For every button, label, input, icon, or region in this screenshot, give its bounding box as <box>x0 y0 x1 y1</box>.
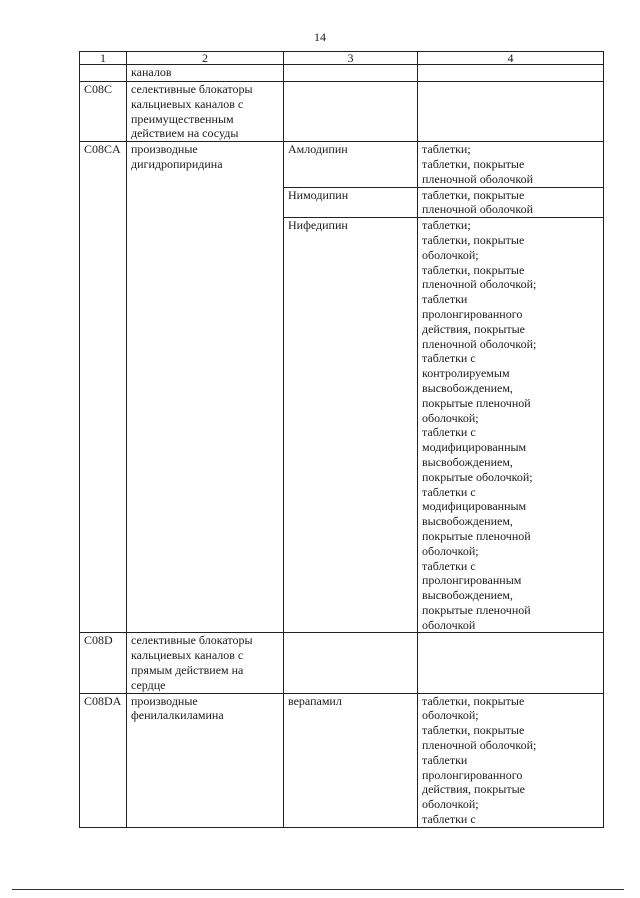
cell-drug: Нимодипин <box>284 187 418 218</box>
cell-name: производные дигидропиридина <box>127 142 284 633</box>
cell-code <box>80 65 127 82</box>
table-row <box>80 693 604 827</box>
cell-code: C08CA <box>80 142 127 633</box>
cell-name: каналов <box>127 65 284 82</box>
table-header <box>80 52 604 65</box>
cell-code: C08DA <box>80 693 127 827</box>
cell-forms: таблетки; таблетки, покрытые оболочкой; таблетки, покрытые пленочной оболочкой; таблетки пролонгированного действия, покрытые пленочной оболочкой; таблетки с контролируемым высвобождением, покрытые пленочной оболочкой; таблетки с модифицированным высвобождением, покрытые оболочкой; таблетки с модифицированным высвобождением, покрытые пленочной оболочкой; таблетки с пролонгированным высвобождением, покрытые пленочной оболочкой <box>418 218 604 633</box>
cell-drug: Нифедипин <box>284 218 418 633</box>
cell-forms: таблетки, покрытые оболочкой; таблетки, покрытые пленочной оболочкой; таблетки пролонгированного действия, покрытые оболочкой; таблетки с <box>418 693 604 827</box>
table-row-continuation <box>80 65 604 82</box>
cell-drug <box>284 82 418 142</box>
cell-forms <box>418 65 604 82</box>
cell-forms: таблетки, покрытые пленочной оболочкой <box>418 187 604 218</box>
header-col-4: 4 <box>418 52 604 65</box>
cell-forms <box>418 82 604 142</box>
cell-code: C08D <box>80 633 127 693</box>
drug-table <box>79 51 604 828</box>
footer-divider <box>12 889 624 890</box>
cell-name: селективные блокаторы кальциевых каналов с преимущественным действием на сосуды <box>127 82 284 142</box>
cell-forms <box>418 633 604 693</box>
cell-drug <box>284 633 418 693</box>
cell-name: селективные блокаторы кальциевых каналов с прямым действием на сердце <box>127 633 284 693</box>
header-col-1: 1 <box>80 52 127 65</box>
page-number: 14 <box>314 30 326 44</box>
header-col-2: 2 <box>127 52 284 65</box>
cell-forms: таблетки; таблетки, покрытые пленочной оболочкой <box>418 142 604 187</box>
table-row <box>80 142 604 187</box>
cell-code: C08C <box>80 82 127 142</box>
table-row <box>80 82 604 142</box>
cell-drug: верапамил <box>284 693 418 827</box>
header-col-3: 3 <box>284 52 418 65</box>
cell-drug <box>284 65 418 82</box>
cell-drug: Амлодипин <box>284 142 418 187</box>
cell-name: производные фенилалкиламина <box>127 693 284 827</box>
table-row <box>80 633 604 693</box>
